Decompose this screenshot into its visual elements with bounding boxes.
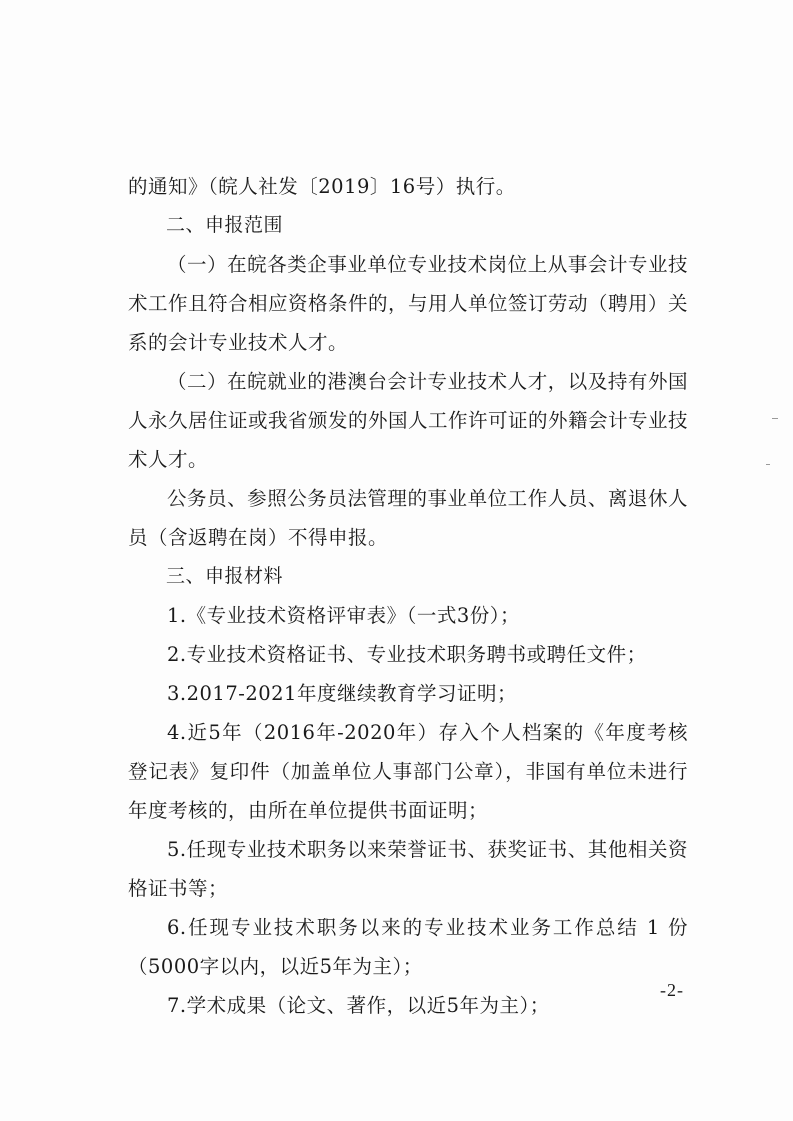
body-paragraph: 3.2017-2021年度继续教育学习证明； (167, 682, 517, 705)
body-paragraph: 1.《专业技术资格评审表》（一式3份）； (167, 604, 521, 627)
body-paragraph: 2.专业技术资格证书、专业技术职务聘书或聘任文件； (167, 643, 647, 666)
document-body (128, 167, 688, 1025)
section-heading: 二、申报范围 (166, 214, 284, 236)
section-heading: 三、申报材料 (166, 565, 284, 587)
body-paragraph: 的通知》（皖人社发〔2019〕16号）执行。 (128, 175, 516, 198)
body-paragraph: 4.近5年（2016年-2020年）存入个人档案的《年度考核登记表》复印件（加盖单位人事部门公章），非国有单位未进行年度考核的，由所在单位提供书面证明； (128, 721, 688, 822)
scan-speck (772, 418, 778, 419)
body-paragraph: 5.任现专业技术职务以来荣誉证书、获奖证书、其他相关资格证书等； (128, 838, 688, 900)
page-number: -2- (660, 980, 684, 1000)
body-paragraph: 公务员、参照公务员法管理的事业单位工作人员、离退休人员（含返聘在岗）不得申报。 (128, 487, 688, 549)
body-paragraph: 7.学术成果（论文、著作，以近5年为主）； (167, 994, 550, 1017)
scan-speck (766, 464, 770, 465)
body-paragraph: （一）在皖各类企事业单位专业技术岗位上从事会计专业技术工作且符合相应资格条件的，与用人单位签订劳动（聘用）关系的会计专业技术人才。 (128, 253, 689, 354)
body-paragraph: 6.任现专业技术职务以来的专业技术业务工作总结 1 份（5000字以内，以近5年为主）； (128, 916, 688, 978)
body-paragraph: （二）在皖就业的港澳台会计专业技术人才，以及持有外国人永久居住证或我省颁发的外国人工作许可证的外籍会计专业技术人才。 (128, 370, 689, 471)
